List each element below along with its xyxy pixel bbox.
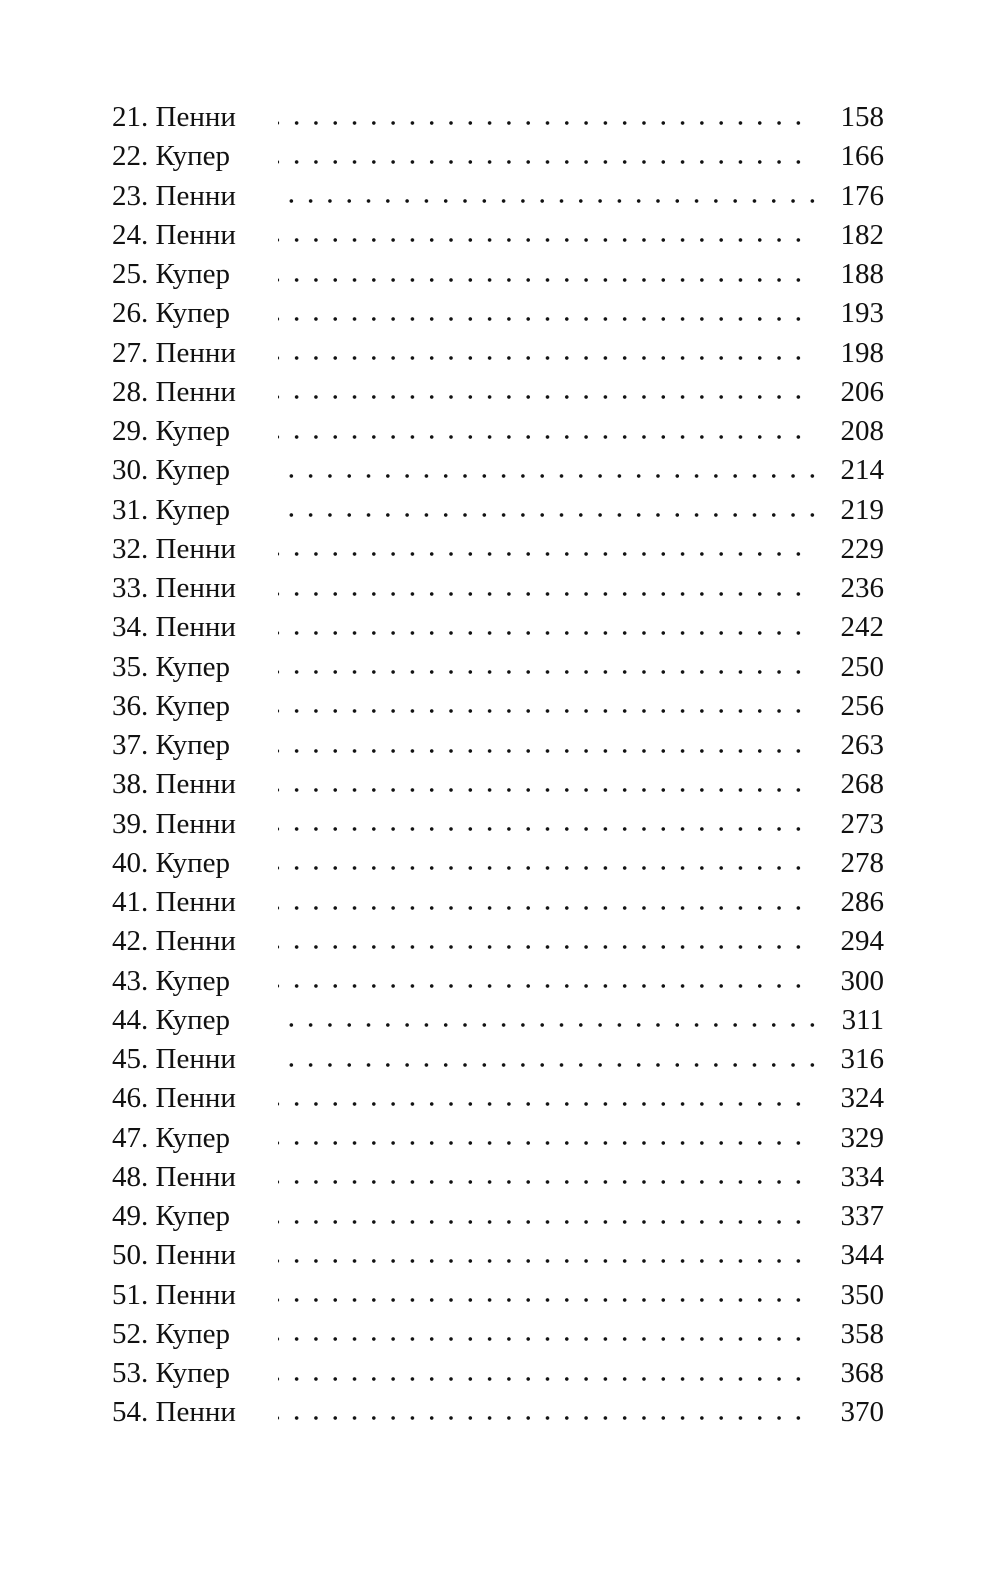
toc-entry[interactable] — [112, 1079, 884, 1118]
dot-leader — [278, 1259, 808, 1263]
toc-entry-title: 40. Купер — [112, 844, 230, 883]
dot-leader — [278, 435, 808, 439]
toc-entry-title: 43. Купер — [112, 962, 230, 1001]
dot-leader — [278, 1220, 808, 1224]
toc-entry[interactable] — [112, 1001, 884, 1040]
toc-page-number: 316 — [840, 1043, 884, 1075]
toc-entry[interactable] — [112, 137, 884, 176]
toc-page-number: 273 — [840, 807, 884, 840]
toc-page-number: 206 — [840, 375, 884, 408]
toc-entry[interactable] — [112, 491, 884, 530]
toc-entry-title: 29. Купер — [112, 412, 230, 451]
toc-page-number: 278 — [840, 846, 884, 879]
toc-entry-title: 21. Пенни — [112, 98, 236, 137]
dot-leader — [278, 631, 808, 635]
toc-entry-title: 54. Пенни — [112, 1393, 236, 1432]
toc-page-number: 286 — [840, 886, 884, 918]
toc-entry[interactable] — [112, 922, 884, 961]
toc-page-number: 337 — [840, 1200, 884, 1232]
toc-entry-title: 45. Пенни — [112, 1040, 236, 1079]
toc-entry[interactable] — [112, 1119, 884, 1158]
toc-page-number: 256 — [840, 689, 884, 722]
toc-page-number: 193 — [840, 297, 884, 330]
toc-entry-title: 39. Пенни — [112, 805, 236, 844]
toc-entry[interactable] — [112, 412, 884, 451]
toc-entry-title: 47. Купер — [112, 1119, 230, 1158]
toc-entry-title: 52. Купер — [112, 1315, 230, 1354]
toc-entry-title: 31. Купер — [112, 491, 230, 530]
toc-entry-title: 35. Купер — [112, 648, 230, 687]
dot-leader — [274, 199, 822, 203]
toc-entry-title: 37. Купер — [112, 726, 230, 765]
toc-entry-title: 32. Пенни — [112, 530, 236, 569]
dot-leader — [278, 984, 808, 988]
toc-entry[interactable] — [112, 373, 884, 412]
toc-entry-title: 34. Пенни — [112, 608, 236, 647]
toc-page-number: 358 — [840, 1317, 884, 1350]
toc-entry[interactable] — [112, 1276, 884, 1315]
toc-entry-title: 26. Купер — [112, 294, 230, 333]
toc-page-number: 219 — [840, 493, 884, 526]
toc-entry-title: 27. Пенни — [112, 334, 236, 373]
dot-leader — [278, 906, 808, 910]
toc-entry-title: 41. Пенни — [112, 883, 236, 922]
dot-leader — [278, 1180, 808, 1184]
dot-leader — [274, 1023, 822, 1027]
dot-leader — [278, 395, 808, 399]
toc-entry[interactable] — [112, 805, 884, 844]
toc-page-number: 158 — [840, 101, 884, 133]
toc-page-number: 268 — [840, 768, 884, 801]
toc-entry[interactable] — [112, 1158, 884, 1197]
dot-leader — [278, 592, 808, 596]
dot-leader — [278, 356, 808, 360]
toc-page-number: 242 — [840, 611, 884, 644]
dot-leader — [278, 1416, 808, 1420]
toc-page-number: 368 — [840, 1357, 884, 1389]
toc-entry-title: 28. Пенни — [112, 373, 236, 412]
toc-entry[interactable] — [112, 726, 884, 765]
toc-entry[interactable] — [112, 294, 884, 333]
toc-entry[interactable] — [112, 608, 884, 647]
dot-leader — [278, 866, 808, 870]
dot-leader — [278, 749, 808, 753]
toc-entry-title: 46. Пенни — [112, 1079, 236, 1118]
toc-entry-title: 42. Пенни — [112, 922, 236, 961]
dot-leader — [278, 788, 808, 792]
toc-entry-title: 38. Пенни — [112, 765, 236, 804]
table-of-contents — [112, 98, 884, 1433]
toc-entry[interactable] — [112, 1315, 884, 1354]
toc-entry-title: 23. Пенни — [112, 177, 236, 216]
dot-leader — [278, 278, 808, 282]
dot-leader — [278, 238, 808, 242]
toc-page-number: 188 — [840, 258, 884, 290]
toc-page-number: 344 — [840, 1239, 884, 1272]
toc-page-number: 182 — [840, 218, 884, 251]
toc-entry[interactable] — [112, 334, 884, 373]
dot-leader — [274, 1063, 822, 1067]
toc-page-number: 294 — [840, 925, 884, 958]
toc-page-number: 198 — [840, 336, 884, 369]
toc-page-number: 236 — [840, 572, 884, 604]
toc-page-number: 300 — [840, 964, 884, 997]
toc-page-number: 350 — [840, 1278, 884, 1311]
toc-entry-title: 22. Купер — [112, 137, 230, 176]
toc-entry[interactable] — [112, 1393, 884, 1432]
dot-leader — [278, 709, 808, 713]
dot-leader — [278, 1377, 808, 1381]
dot-leader — [278, 945, 808, 949]
toc-entry[interactable] — [112, 98, 884, 137]
toc-entry[interactable] — [112, 648, 884, 687]
toc-entry[interactable] — [112, 530, 884, 569]
toc-entry[interactable] — [112, 1197, 884, 1236]
toc-entry-title: 36. Купер — [112, 687, 230, 726]
toc-page-number: 334 — [840, 1160, 884, 1193]
toc-entry-title: 24. Пенни — [112, 216, 236, 255]
toc-entry-title: 25. Купер — [112, 255, 230, 294]
dot-leader — [278, 121, 808, 125]
dot-leader — [278, 160, 808, 164]
dot-leader — [278, 1337, 808, 1341]
dot-leader — [278, 1102, 808, 1106]
toc-entry-title: 30. Купер — [112, 451, 230, 490]
toc-entry[interactable] — [112, 177, 884, 216]
toc-entry[interactable] — [112, 765, 884, 804]
dot-leader — [274, 513, 822, 517]
toc-entry[interactable] — [112, 1040, 884, 1079]
toc-page-number: 166 — [840, 140, 884, 173]
toc-page-number: 208 — [840, 415, 884, 447]
toc-page-number: 311 — [841, 1003, 884, 1036]
toc-entry[interactable] — [112, 1354, 884, 1393]
dot-leader — [278, 1298, 808, 1302]
toc-entry-title: 48. Пенни — [112, 1158, 236, 1197]
toc-entry[interactable] — [112, 451, 884, 490]
toc-entry[interactable] — [112, 687, 884, 726]
toc-page-number: 214 — [840, 454, 884, 487]
toc-entry[interactable] — [112, 1236, 884, 1275]
dot-leader — [278, 670, 808, 674]
toc-entry-title: 50. Пенни — [112, 1236, 236, 1275]
dot-leader — [278, 827, 808, 831]
toc-page-number: 263 — [840, 729, 884, 761]
toc-entry-title: 49. Купер — [112, 1197, 230, 1236]
toc-page-number: 176 — [840, 179, 884, 212]
toc-entry[interactable] — [112, 844, 884, 883]
toc-page-number: 229 — [840, 532, 884, 565]
toc-entry[interactable] — [112, 883, 884, 922]
toc-entry[interactable] — [112, 962, 884, 1001]
toc-entry-title: 44. Купер — [112, 1001, 230, 1040]
dot-leader — [278, 317, 808, 321]
dot-leader — [278, 552, 808, 556]
toc-page-number: 329 — [840, 1121, 884, 1154]
toc-entry-title: 51. Пенни — [112, 1276, 236, 1315]
toc-page-number: 370 — [840, 1396, 884, 1429]
toc-entry-title: 53. Купер — [112, 1354, 230, 1393]
toc-page-number: 250 — [840, 650, 884, 683]
toc-entry[interactable] — [112, 569, 884, 608]
dot-leader — [274, 474, 822, 478]
toc-entry[interactable] — [112, 255, 884, 294]
toc-page-number: 324 — [840, 1082, 884, 1115]
toc-entry[interactable] — [112, 216, 884, 255]
dot-leader — [278, 1141, 808, 1145]
toc-entry-title: 33. Пенни — [112, 569, 236, 608]
